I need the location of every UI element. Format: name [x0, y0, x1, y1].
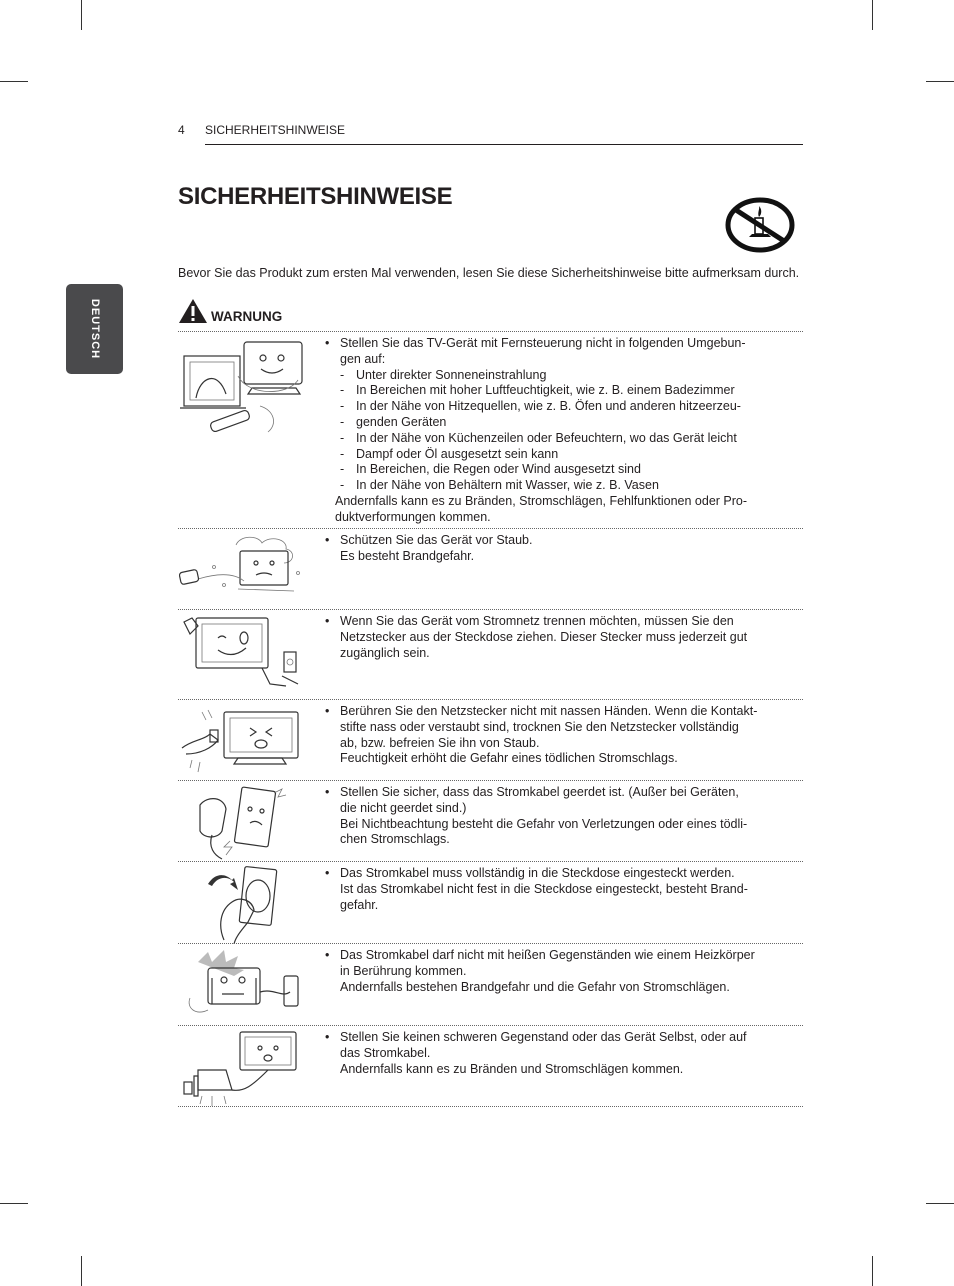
crop-mark: [0, 1203, 28, 1204]
crop-mark: [81, 1256, 82, 1286]
plug-insert-illustration: [178, 866, 318, 944]
warning-text: [325, 866, 785, 913]
warning-text: [325, 785, 785, 848]
continuation-line: das Stromkabel.: [340, 1045, 431, 1060]
continuation-line: Bei Nichtbeachtung besteht die Gefahr von Verletzungen oder eines tödli-: [340, 816, 748, 831]
continuation-line: in Berührung kommen.: [340, 963, 467, 978]
continuation-line: Andernfalls kann es zu Bränden und Stromschlägen kommen.: [340, 1061, 684, 1076]
dash-line: - In der Nähe von Behältern mit Wasser, wie z. B. Vasen: [325, 478, 785, 494]
crop-mark: [872, 0, 873, 30]
continuation-line: Netzstecker aus der Steckdose ziehen. Dieser Stecker muss jederzeit gut: [340, 629, 748, 644]
header-rule: [205, 144, 803, 145]
crop-mark: [872, 1256, 873, 1286]
warning-list: [178, 331, 803, 1107]
crop-mark: [81, 0, 82, 30]
bullet-line: • Wenn Sie das Gerät vom Stromnetz trennen möchten, müssen Sie den: [325, 614, 785, 630]
warning-text: [325, 336, 785, 526]
dash-line: - In der Nähe von Küchenzeilen oder Befeuchtern, wo das Gerät leicht: [325, 431, 785, 447]
consequence-line: duktverformungen kommen.: [335, 509, 491, 524]
header-section-title: SICHERHEITSHINWEISE: [205, 123, 346, 137]
warning-row-plug-inserted: [178, 861, 803, 943]
dash-continuation: - genden Geräten: [325, 415, 785, 431]
intro-paragraph: Bevor Sie das Produkt zum ersten Mal verwenden, lesen Sie diese Sicherheitshinweise bitte aufmerksam durch.: [178, 266, 800, 280]
warning-label: WARNUNG: [211, 309, 283, 324]
continuation-line: Ist das Stromkabel nicht fest in die Steckdose eingesteckt, besteht Brand-: [340, 881, 748, 896]
crop-mark: [926, 81, 954, 82]
dash-line: - Unter direkter Sonneneinstrahlung: [325, 368, 785, 384]
warning-text: [325, 1030, 785, 1077]
dust-illustration: [178, 533, 318, 605]
warning-row-heat: [178, 943, 803, 1025]
continuation-line: zugänglich sein.: [340, 645, 430, 660]
continuation-line: ab, bzw. befreien Sie ihn von Staub.: [340, 735, 540, 750]
continuation-line: Es besteht Brandgefahr.: [340, 548, 475, 563]
wet-hands-illustration: [178, 704, 318, 778]
warning-row-wet-hands: [178, 699, 803, 780]
continuation-line: Andernfalls bestehen Brandgefahr und die Gefahr von Stromschlägen.: [340, 979, 730, 994]
tv-environment-illustration: [178, 336, 318, 446]
warning-row-environment: [178, 331, 803, 528]
continuation-line: die nicht geerdet sind.): [340, 800, 467, 815]
continuation-line: chen Stromschlags.: [340, 832, 450, 847]
warning-triangle-icon: [178, 298, 208, 324]
warning-row-unplug: [178, 609, 803, 699]
continuation-line: stifte nass oder verstaubt sind, trocknen Sie den Netzstecker vollständig: [340, 719, 739, 734]
heater-illustration: [178, 948, 318, 1026]
bullet-line: • Schützen Sie das Gerät vor Staub.: [325, 533, 785, 549]
warning-row-heavy-object: [178, 1025, 803, 1107]
warning-text: [325, 704, 785, 767]
continuation-line: gefahr.: [340, 897, 379, 912]
grounding-illustration: [178, 785, 318, 861]
heavy-object-illustration: [178, 1030, 318, 1108]
bullet-line: • Das Stromkabel muss vollständig in die Steckdose eingesteckt werden.: [325, 866, 785, 882]
bullet-line: • Berühren Sie den Netzstecker nicht mit nassen Händen. Wenn die Kontakt-: [325, 704, 785, 720]
warning-row-grounding: [178, 780, 803, 861]
continuation-line: Feuchtigkeit erhöht die Gefahr eines tödlichen Stromschlags.: [340, 751, 678, 766]
page-number: 4: [178, 123, 185, 137]
dash-line: - In der Nähe von Hitzequellen, wie z. B. Öfen und anderen hitzeerzeu-: [325, 399, 785, 415]
continuation-line: gen auf:: [340, 351, 386, 366]
crop-mark: [0, 81, 28, 82]
warning-text: [325, 614, 785, 661]
bullet-line: • Stellen Sie sicher, dass das Stromkabel geerdet ist. (Außer bei Geräten,: [325, 785, 785, 801]
bullet-line: • Das Stromkabel darf nicht mit heißen Gegenständen wie einem Heizkörper: [325, 948, 785, 964]
bullet-line: • Stellen Sie keinen schweren Gegenstand oder das Gerät Selbst, oder auf: [325, 1030, 785, 1046]
page-header: [178, 123, 803, 145]
dash-line: - In Bereichen, die Regen oder Wind ausgesetzt sind: [325, 462, 785, 478]
bullet-line: • Stellen Sie das TV-Gerät mit Fernsteuerung nicht in folgenden Umgebun-: [325, 336, 785, 352]
language-tab: [66, 284, 123, 374]
page-title: SICHERHEITSHINWEISE: [178, 183, 453, 210]
warning-row-dust: [178, 528, 803, 609]
warning-heading: [178, 298, 803, 328]
consequence-line: Andernfalls kann es zu Bränden, Stromschlägen, Fehlfunktionen oder Pro-: [335, 493, 748, 508]
warning-text: [325, 948, 785, 995]
crop-mark: [926, 1203, 954, 1204]
unplug-illustration: [178, 614, 318, 694]
dash-line: - In Bereichen mit hoher Luftfeuchtigkeit, wie z. B. einem Badezimmer: [325, 383, 785, 399]
language-tab-label: DEUTSCH: [88, 298, 101, 360]
dash-continuation: - Dampf oder Öl ausgesetzt sein kann: [325, 447, 785, 463]
no-candle-icon: [724, 196, 796, 254]
warning-text: [325, 533, 785, 565]
